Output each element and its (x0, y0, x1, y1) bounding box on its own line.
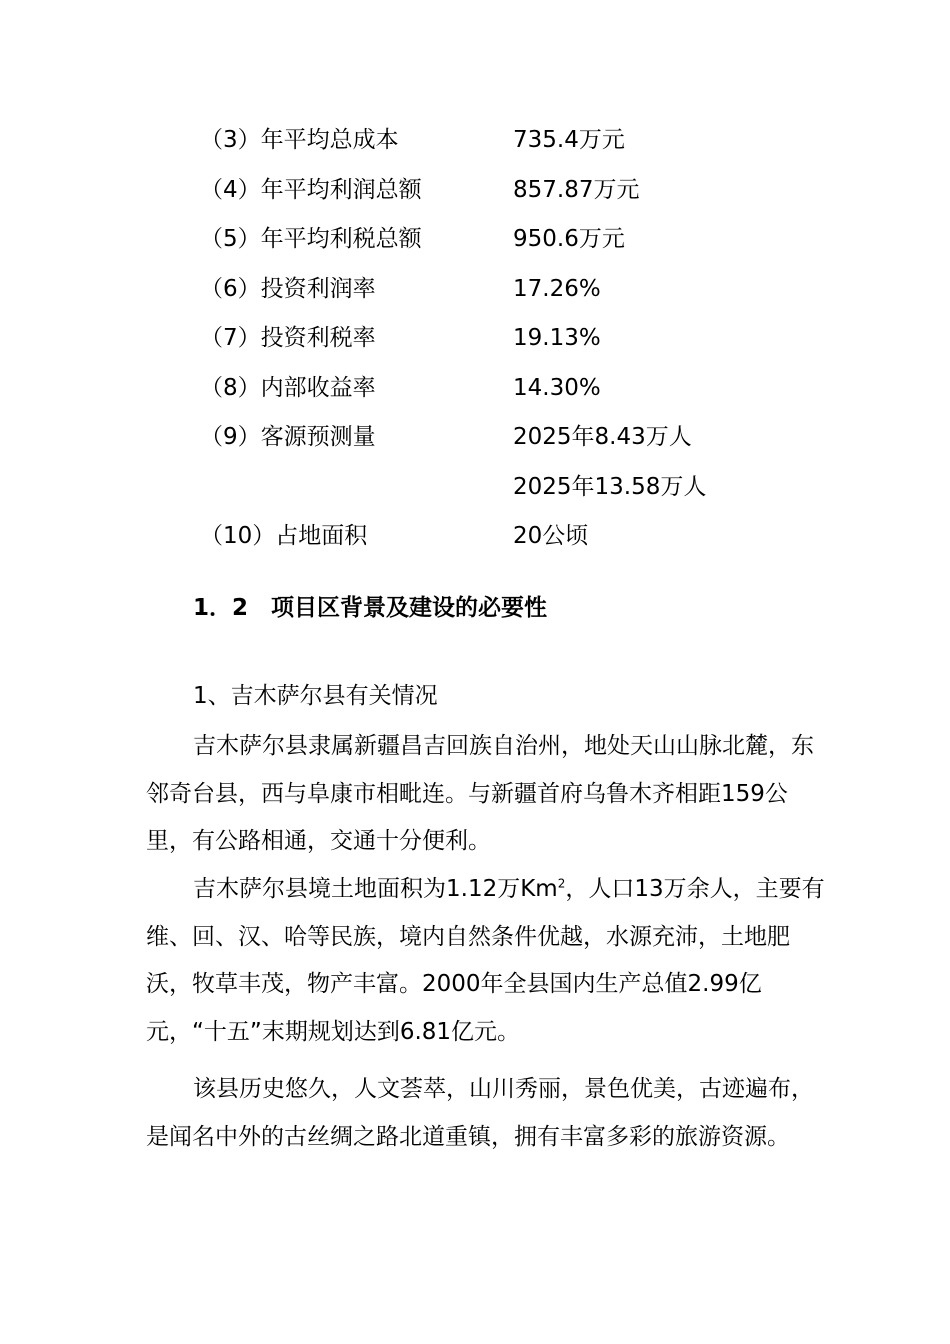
indicator-row (0, 170, 950, 210)
indicator-row (0, 318, 950, 358)
paragraph (146, 866, 826, 1056)
indicator-value: 17.26% (513, 276, 601, 302)
indicator-label: （4）年平均利润总额 (200, 177, 422, 203)
section-title: 项目区背景及建设的必要性 (271, 595, 547, 621)
indicator-row (0, 417, 950, 457)
indicator-value: 950.6万元 (513, 226, 625, 252)
indicator-row (0, 516, 950, 556)
indicator-value: 20公顷 (513, 523, 589, 549)
indicator-value: 2025年13.58万人 (513, 474, 707, 500)
subsection-title: 1、吉木萨尔县有关情况 (193, 683, 438, 709)
indicator-row (0, 269, 950, 309)
indicator-label: （8）内部收益率 (200, 375, 376, 401)
indicator-value: 2025年8.43万人 (513, 424, 692, 450)
paragraph: 该县历史悠久，人文荟萃，山川秀丽，景色优美，古迹遍布，是闻名中外的古丝绸之路北道重镇，拥有丰富多彩的旅游资源。 (146, 1076, 814, 1150)
paragraph-text: 吉木萨尔县境土地面积为1.12万Km (193, 876, 558, 902)
indicator-label: （9）客源预测量 (200, 424, 376, 450)
indicator-row (0, 467, 950, 507)
paragraph: 吉木萨尔县隶属新疆昌吉回族自治州，地处天山山脉北麓，东邻奇台县，西与阜康市相毗连。与新疆首府乌鲁木齐相距159公里，有公路相通，交通十分便利。 (146, 733, 814, 854)
section-number: 1．2 (193, 595, 249, 621)
paragraph-text: ，人口13万余人，主要有维、回、汉、哈等民族，境内自然条件优越，水源充沛，土地肥沃，牧草丰茂，物产丰富。2000年全县国内生产总值2.99亿元，“十五”末期规划达到6.81亿元。 (146, 876, 825, 1045)
indicator-label: （3）年平均总成本 (200, 127, 399, 153)
indicator-value: 14.30% (513, 375, 601, 401)
indicator-value: 735.4万元 (513, 127, 625, 153)
indicator-row (0, 219, 950, 259)
indicator-value: 857.87万元 (513, 177, 640, 203)
superscript: 2 (557, 876, 566, 891)
section-heading (193, 588, 547, 628)
indicator-label: （5）年平均利税总额 (200, 226, 422, 252)
indicator-value: 19.13% (513, 325, 601, 351)
indicator-label: （10）占地面积 (200, 523, 368, 549)
indicator-row (0, 120, 950, 160)
indicator-label: （7）投资利税率 (200, 325, 376, 351)
indicator-label: （6）投资利润率 (200, 276, 376, 302)
indicator-row (0, 368, 950, 408)
